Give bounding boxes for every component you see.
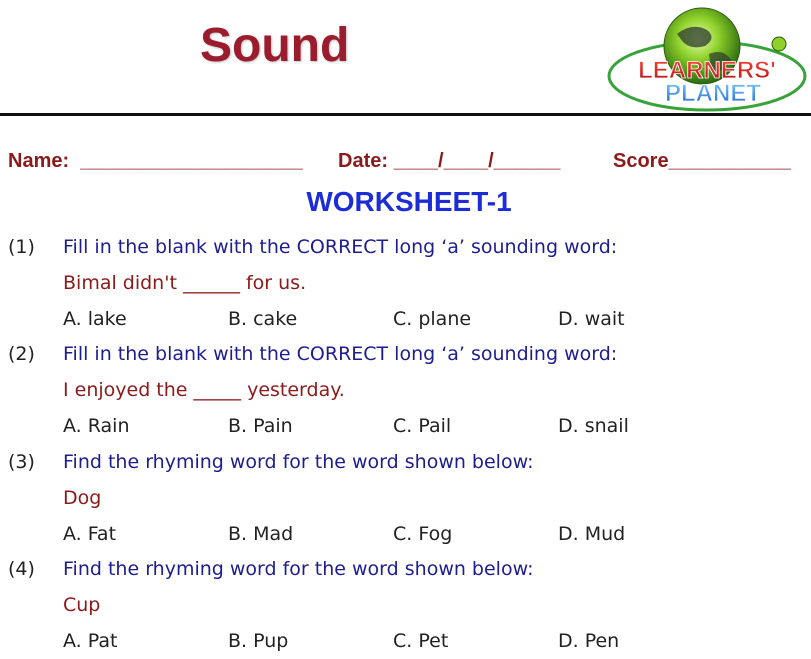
option-c[interactable]: C. Fog bbox=[393, 523, 453, 545]
question-text: Find the rhyming word for the word shown below: bbox=[63, 558, 534, 580]
option-b[interactable]: B. Mad bbox=[228, 523, 294, 545]
date-field[interactable]: Date: ____/____/______ bbox=[338, 150, 561, 172]
question-prompt: Cup bbox=[63, 594, 101, 616]
student-fields bbox=[8, 150, 808, 176]
option-d[interactable]: D. Pen bbox=[558, 630, 620, 652]
header-divider bbox=[0, 113, 811, 116]
option-d[interactable]: D. wait bbox=[558, 308, 625, 330]
question-number: (2) bbox=[8, 343, 35, 365]
option-a[interactable]: A. Pat bbox=[63, 630, 118, 652]
question-text: Find the rhyming word for the word shown below: bbox=[63, 451, 534, 473]
option-b[interactable]: B. Pain bbox=[228, 415, 293, 437]
question-number: (1) bbox=[8, 236, 35, 258]
option-a[interactable]: A. Rain bbox=[63, 415, 130, 437]
logo-text-bottom: PLANET bbox=[665, 80, 761, 107]
name-field[interactable]: Name: ____________________ bbox=[8, 150, 303, 172]
question-number: (3) bbox=[8, 451, 35, 473]
option-b[interactable]: B. Pup bbox=[228, 630, 289, 652]
option-d[interactable]: D. snail bbox=[558, 415, 629, 437]
logo-text-top: LEARNERS' bbox=[638, 57, 776, 84]
option-c[interactable]: C. Pet bbox=[393, 630, 449, 652]
option-a[interactable]: A. lake bbox=[63, 308, 127, 330]
worksheet-title: WORKSHEET-1 bbox=[306, 186, 512, 217]
score-field[interactable]: Score___________ bbox=[613, 150, 791, 172]
question-prompt: Bimal didn't ______ for us. bbox=[63, 272, 307, 294]
learners-planet-logo bbox=[607, 4, 811, 114]
question-prompt: I enjoyed the _____ yesterday. bbox=[63, 379, 345, 401]
option-b[interactable]: B. cake bbox=[228, 308, 298, 330]
question-number: (4) bbox=[8, 558, 35, 580]
page-title: Sound bbox=[200, 19, 350, 72]
option-a[interactable]: A. Fat bbox=[63, 523, 117, 545]
option-c[interactable]: C. plane bbox=[393, 308, 472, 330]
option-d[interactable]: D. Mud bbox=[558, 523, 626, 545]
question-text: Fill in the blank with the CORRECT long ‘a’ sounding word: bbox=[63, 343, 618, 365]
question-text: Fill in the blank with the CORRECT long ‘a’ sounding word: bbox=[63, 236, 618, 258]
question-prompt: Dog bbox=[63, 487, 102, 509]
option-c[interactable]: C. Pail bbox=[393, 415, 452, 437]
